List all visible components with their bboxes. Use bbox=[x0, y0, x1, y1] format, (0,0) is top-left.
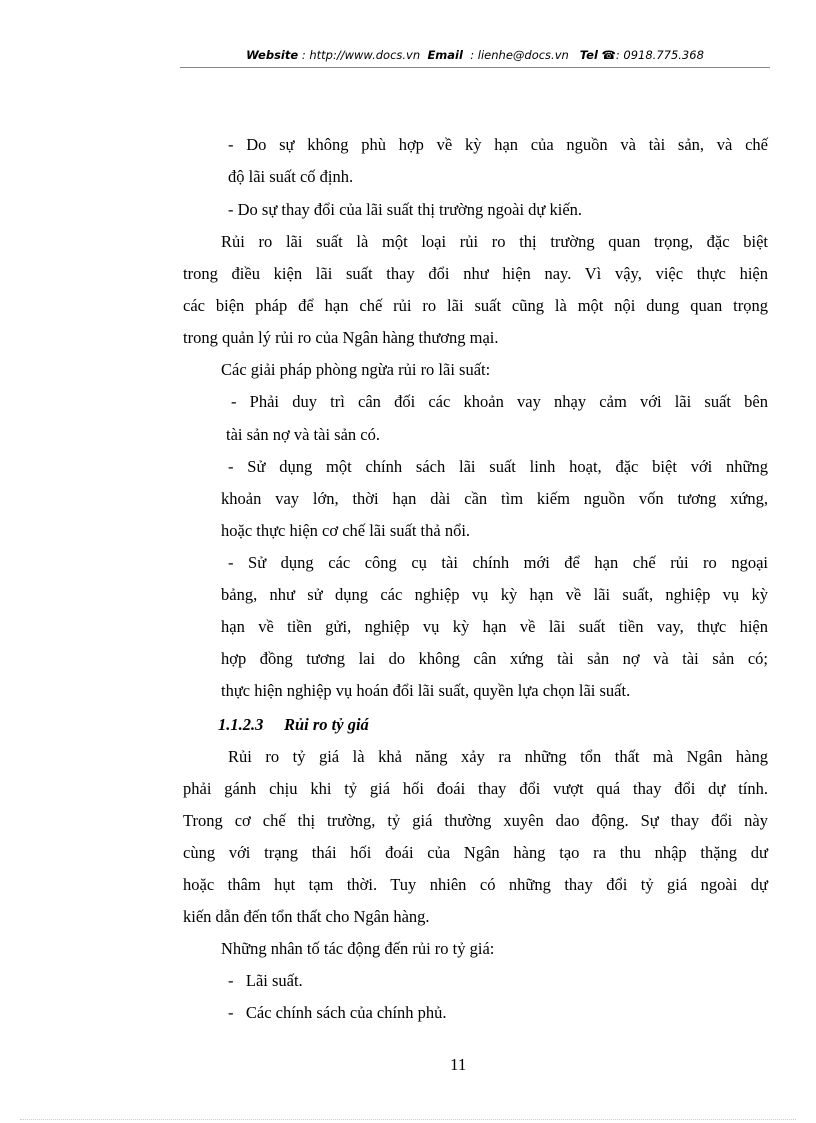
website-link[interactable]: : http://www.docs.vn bbox=[301, 48, 421, 62]
text-line: - Phải duy trì cân đối các khoản vay nhạy cảm với lãi suất bên bbox=[231, 392, 768, 411]
page-number: 11 bbox=[450, 1055, 467, 1074]
text-line: khoản vay lớn, thời hạn dài cần tìm kiếm nguồn vốn tương xứng, bbox=[221, 489, 768, 508]
page-bottom-border bbox=[20, 1119, 796, 1120]
text-line: - Sử dụng các công cụ tài chính mới để hạn chế rủi ro ngoại bbox=[228, 553, 768, 572]
header-divider bbox=[180, 67, 770, 68]
text-line: Rủi ro lãi suất là một loại rủi ro thị trường quan trọng, đặc biệt bbox=[221, 232, 768, 251]
email-label: Email bbox=[427, 48, 463, 62]
text-line: phải gánh chịu khi tỷ giá hối đoái thay đổi vượt quá thay đổi dự tính. bbox=[183, 779, 768, 798]
text-line: hạn về tiền gửi, nghiệp vụ kỳ hạn về lãi suất tiền vay, thực hiện bbox=[221, 617, 768, 636]
text-line: Rủi ro tỷ giá là khả năng xảy ra những tổn thất mà Ngân hàng bbox=[228, 747, 768, 766]
text-line: Những nhân tố tác động đến rủi ro tỷ giá: bbox=[221, 939, 495, 958]
phone-icon: ☎ bbox=[601, 48, 616, 62]
text-line: tài sản nợ và tài sản có. bbox=[226, 425, 380, 444]
text-line: - Các chính sách của chính phủ. bbox=[228, 1003, 447, 1022]
text-line: - Lãi suất. bbox=[228, 971, 303, 990]
page-header bbox=[180, 48, 770, 62]
text-line: trong điều kiện lãi suất thay đổi như hiện nay. Vì vậy, việc thực hiện bbox=[183, 264, 768, 283]
text-line: bảng, như sử dụng các nghiệp vụ kỳ hạn về lãi suất, nghiệp vụ kỳ bbox=[221, 585, 768, 604]
text-line: hoặc thâm hụt tạm thời. Tuy nhiên có những thay đổi tỷ giá ngoài dự bbox=[183, 875, 768, 894]
text-line: hợp đồng tương lai do không cân xứng tài sản nợ và tài sản có; bbox=[221, 649, 768, 668]
text-line: Trong cơ chế thị trường, tỷ giá thường xuyên dao động. Sự thay đổi này bbox=[183, 811, 768, 830]
text-line: kiến dẫn đến tổn thất cho Ngân hàng. bbox=[183, 907, 430, 926]
text-line: các biện pháp để hạn chế rủi ro lãi suất cũng là một nội dung quan trọng bbox=[183, 296, 768, 315]
tel-label: Tel bbox=[579, 48, 598, 62]
text-line: - Sử dụng một chính sách lãi suất linh hoạt, đặc biệt với những bbox=[228, 457, 768, 476]
text-line: - Do sự không phù hợp về kỳ hạn của nguồn và tài sản, và chế bbox=[228, 135, 768, 154]
tel-number: : 0918.775.368 bbox=[615, 48, 704, 62]
text-line: thực hiện nghiệp vụ hoán đổi lãi suất, quyền lựa chọn lãi suất. bbox=[221, 681, 631, 700]
website-label: Website bbox=[246, 48, 299, 62]
text-line: trong quản lý rủi ro của Ngân hàng thương mại. bbox=[183, 328, 499, 347]
text-line: hoặc thực hiện cơ chế lãi suất thả nổi. bbox=[221, 521, 471, 540]
text-line: độ lãi suất cố định. bbox=[228, 167, 354, 186]
text-line: Các giải pháp phòng ngừa rủi ro lãi suất: bbox=[221, 360, 491, 379]
section-heading: 1.1.2.3 Rủi ro tỷ giá bbox=[218, 715, 369, 734]
text-line: cùng với trạng thái hối đoái của Ngân hàng tạo ra thu nhập thặng dư bbox=[183, 843, 768, 862]
text-line: - Do sự thay đổi của lãi suất thị trường ngoài dự kiến. bbox=[228, 200, 583, 219]
email-link[interactable]: : lienhe@docs.vn bbox=[470, 48, 569, 62]
